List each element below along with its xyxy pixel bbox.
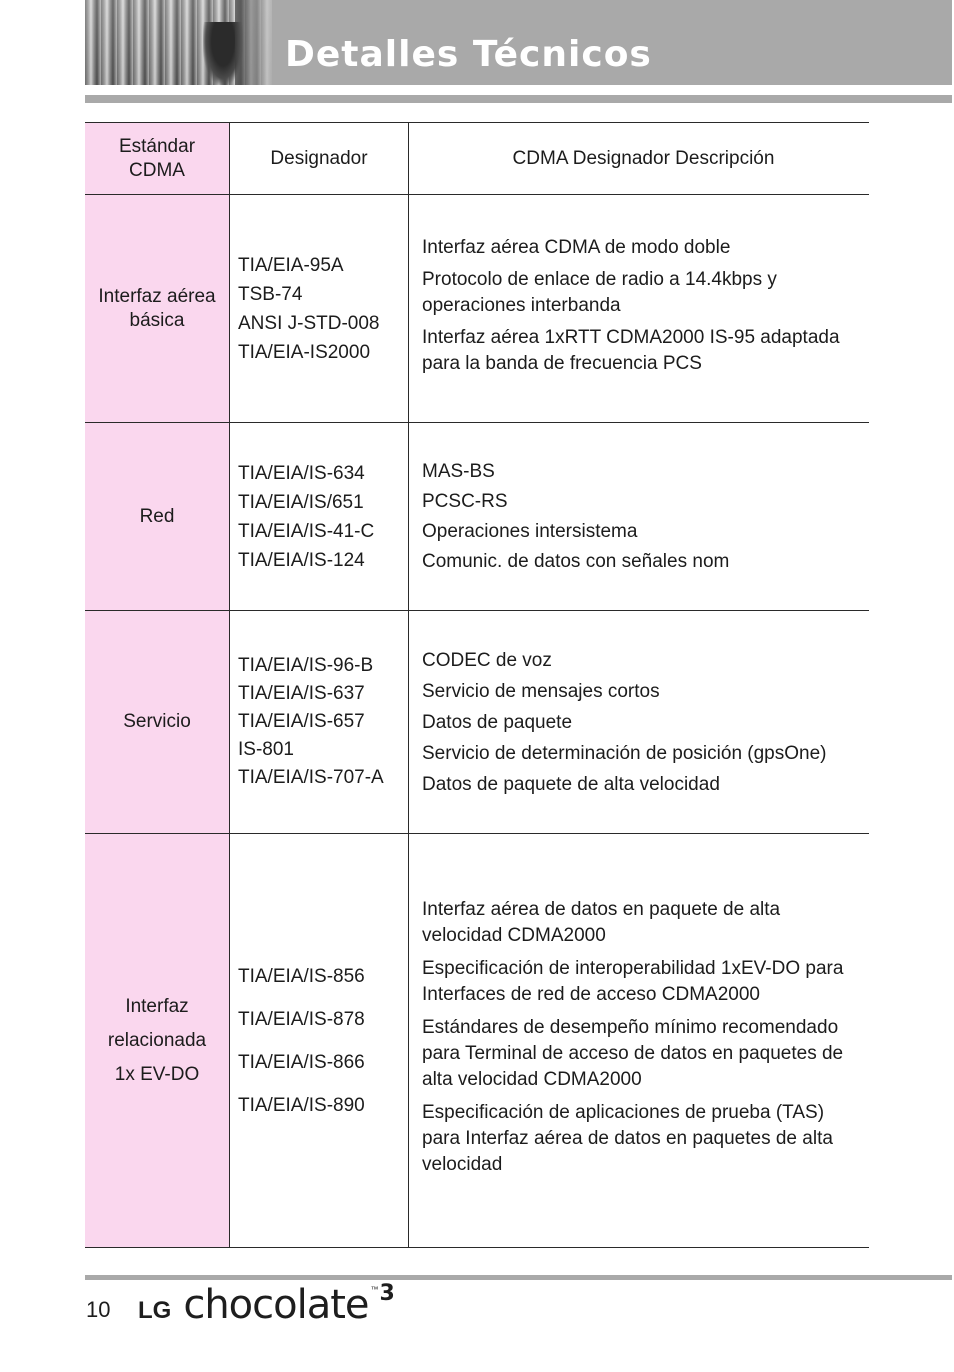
description: Interfaz aérea CDMA de modo doble [422, 236, 731, 258]
designator: TIA/EIA/IS-124 [238, 549, 365, 571]
table-row [85, 195, 869, 423]
standard-label: Red [139, 505, 175, 527]
standard-label: 1x EV-DO [114, 1063, 200, 1085]
standard-cell [85, 195, 230, 423]
page-title: Detalles Técnicos [285, 34, 652, 75]
designator: TIA/EIA/IS-878 [238, 1008, 365, 1030]
standard-label: Interfaz [125, 995, 189, 1017]
column-header-designator [230, 123, 409, 195]
designator-cell [230, 834, 409, 1248]
designator: IS-801 [238, 739, 294, 760]
description: Especificación de interoperabilidad 1xEV-DO para Interfaces de red de acceso CDMA2000 [422, 957, 844, 1005]
designator: TIA/EIA/IS-707-A [238, 767, 384, 788]
column-header-standard [85, 123, 230, 195]
description: Protocolo de enlace de radio a 14.4kbps y operaciones interbanda [422, 268, 777, 316]
description: CODEC de voz [422, 649, 552, 671]
description: Servicio de determinación de posición (gpsOne) [422, 742, 827, 764]
description: Comunic. de datos con señales nom [422, 550, 730, 572]
designator: TIA/EIA/IS/651 [238, 491, 364, 513]
page-number: 10 [86, 1297, 111, 1322]
table-row [85, 423, 869, 611]
logo-brand: LG [138, 1297, 172, 1324]
designator: TIA/EIA-IS2000 [238, 341, 371, 363]
standard-label: Servicio [123, 711, 191, 732]
description: Operaciones intersistema [422, 520, 638, 542]
designator: TIA/EIA/IS-856 [238, 965, 365, 987]
designator: TIA/EIA/IS-41-C [238, 520, 375, 542]
designator: TIA/EIA-95A [238, 254, 344, 276]
standard-label: relacionada [107, 1029, 207, 1051]
description: Datos de paquete [422, 711, 573, 733]
footer-divider [85, 1275, 952, 1280]
description: Datos de paquete de alta velocidad [422, 773, 720, 795]
designator: TIA/EIA/IS-634 [238, 462, 365, 484]
header-divider [85, 95, 952, 103]
description: Estándares de desempeño mínimo recomendado para Terminal de acceso de datos en paquetes de alta velocidad CDMA2000 [422, 1016, 844, 1090]
table-row [85, 834, 869, 1248]
description-cell [409, 195, 870, 423]
description: MAS-BS [422, 460, 495, 482]
description: PCSC-RS [422, 490, 508, 512]
description-cell [409, 834, 870, 1248]
designator: ANSI J-STD-008 [238, 312, 380, 334]
designator: TIA/EIA/IS-890 [238, 1094, 365, 1116]
standard-cell [85, 611, 230, 834]
designator: TIA/EIA/IS-637 [238, 683, 365, 704]
spec-table [85, 122, 869, 1248]
table-header-row [85, 123, 869, 195]
designator-cell [230, 611, 409, 834]
standard-cell [85, 834, 230, 1248]
description: Interfaz aérea 1xRTT CDMA2000 IS-95 adaptada para la banda de frecuencia PCS [422, 326, 840, 374]
header-photo-shade [235, 0, 272, 85]
header-photo [85, 0, 272, 85]
designator: TIA/EIA/IS-866 [238, 1051, 365, 1073]
column-header-description [409, 123, 870, 195]
designator-cell [230, 195, 409, 423]
description: Interfaz aérea de datos en paquete de alta velocidad CDMA2000 [422, 898, 781, 946]
logo-product: chocolate [183, 1282, 369, 1328]
column-header-designator-text: Designador [270, 148, 368, 169]
column-header-description-text: CDMA Designador Descripción [512, 147, 775, 169]
description: Servicio de mensajes cortos [422, 680, 660, 702]
logo-trademark: ™ [370, 1285, 379, 1294]
designator-cell [230, 423, 409, 611]
designator: TIA/EIA/IS-657 [238, 711, 365, 732]
product-logo [138, 1282, 395, 1328]
table-row [85, 611, 869, 834]
description-cell [409, 423, 870, 611]
standard-label: Interfaz aérea [98, 285, 216, 307]
designator: TIA/EIA/IS-96-B [238, 655, 374, 676]
designator: TSB-74 [238, 283, 303, 305]
logo-version: 3 [379, 1281, 395, 1306]
description: Especificación de aplicaciones de prueba (TAS) para Interfaz aérea de datos en paquetes de alta velocidad [422, 1101, 833, 1175]
standard-cell [85, 423, 230, 611]
description-cell [409, 611, 870, 834]
standard-label: básica [129, 309, 185, 331]
column-header-standard-text: Estándar CDMA [118, 135, 196, 181]
